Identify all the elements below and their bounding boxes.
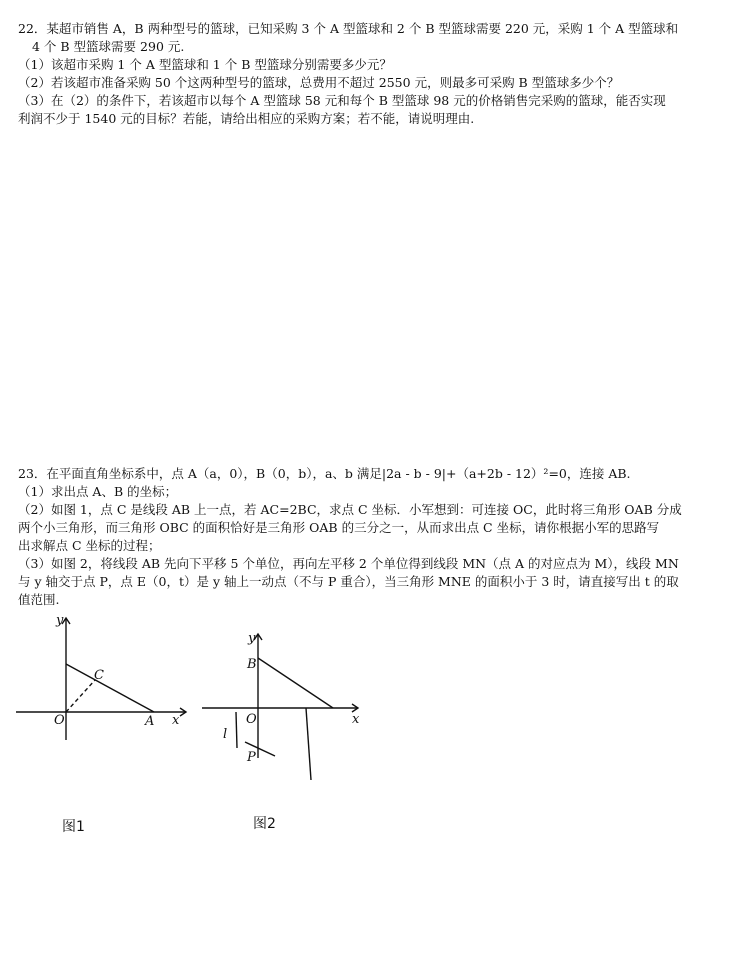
q23-part-3: （3）如图 2，将线段 AB 先向下平移 5 个单位，再向左平移 2 个单位得到线段 MN（点 A 的对应点为 M），线段 MN [18, 556, 679, 571]
fig2-line-l-label: l [223, 727, 228, 742]
fig2-vertical-line [306, 708, 311, 780]
fig1-segment-ab [66, 664, 154, 712]
q23-line-1: 23．在平面直角坐标系中，点 A（a，0），B（0，b），a、b 满足|2a - b - 9|+（a+2b - 12）²=0，连接 AB. [18, 466, 631, 481]
figure-2-caption: 图2 [253, 816, 276, 832]
fig2-line-l [236, 712, 237, 748]
q23-part-2-cont-2: 出求解点 C 坐标的过程； [18, 538, 161, 553]
q22-line-1: 22．某超市销售 A，B 两种型号的篮球，已知采购 3 个 A 型篮球和 2 个 B 型篮球需要 220 元，采购 1 个 A 型篮球和 [18, 21, 679, 36]
fig2-origin-label: O [246, 712, 257, 727]
fig1-x-label: x [172, 713, 180, 728]
fig2-segment-ab [258, 658, 333, 708]
fig1-origin-label: O [54, 713, 65, 728]
fig1-dashed-oc [66, 680, 95, 712]
q22-part-3-cont: 利润不少于 1540 元的目标？若能，请给出相应的采购方案；若不能，请说明理由. [18, 111, 475, 126]
figure-1 [14, 612, 194, 742]
fig2-point-b-label: B [247, 657, 257, 672]
fig2-y-label: y [248, 631, 256, 646]
q23-part-3-cont-2: 值范围. [18, 592, 60, 607]
question-23 [18, 465, 726, 609]
q22-line-2: 4 个 B 型篮球需要 290 元. [32, 39, 185, 54]
q23-part-2-cont-1: 两个小三角形，而三角形 OBC 的面积恰好是三角形 OAB 的三分之一，从而求出点 C 坐标，请你根据小军的思路写 [18, 520, 660, 535]
figure-1-caption: 图1 [62, 819, 85, 835]
q23-part-3-cont-1: 与 y 轴交于点 P，点 E（0，t）是 y 轴上一动点（不与 P 重合），当三角形 MNE 的面积小于 3 时，请直接写出 t 的取 [18, 574, 679, 589]
q23-part-1: （1）求出点 A、B 的坐标； [18, 484, 178, 499]
figure-2 [200, 628, 370, 793]
fig1-y-label: y [56, 613, 64, 628]
fig2-point-p-label: P [247, 750, 256, 765]
fig1-point-c-label: C [94, 668, 104, 683]
fig2-x-label: x [352, 712, 360, 727]
q23-part-2: （2）如图 1，点 C 是线段 AB 上一点，若 AC=2BC，求点 C 坐标．小军想到：可连接 OC，此时将三角形 OAB 分成 [18, 502, 682, 517]
question-22 [18, 20, 726, 128]
q22-part-2: （2）若该超市准备采购 50 个这两种型号的篮球，总费用不超过 2550 元，则最多可采购 B 型篮球多少个？ [18, 75, 620, 90]
fig1-point-a-label: A [145, 714, 155, 729]
q22-part-3: （3）在（2）的条件下，若该超市以每个 A 型篮球 58 元和每个 B 型篮球 98 元的价格销售完采购的篮球，能否实现 [18, 93, 666, 108]
q22-part-1: （1）该超市采购 1 个 A 型篮球和 1 个 B 型篮球分别需要多少元？ [18, 57, 392, 72]
